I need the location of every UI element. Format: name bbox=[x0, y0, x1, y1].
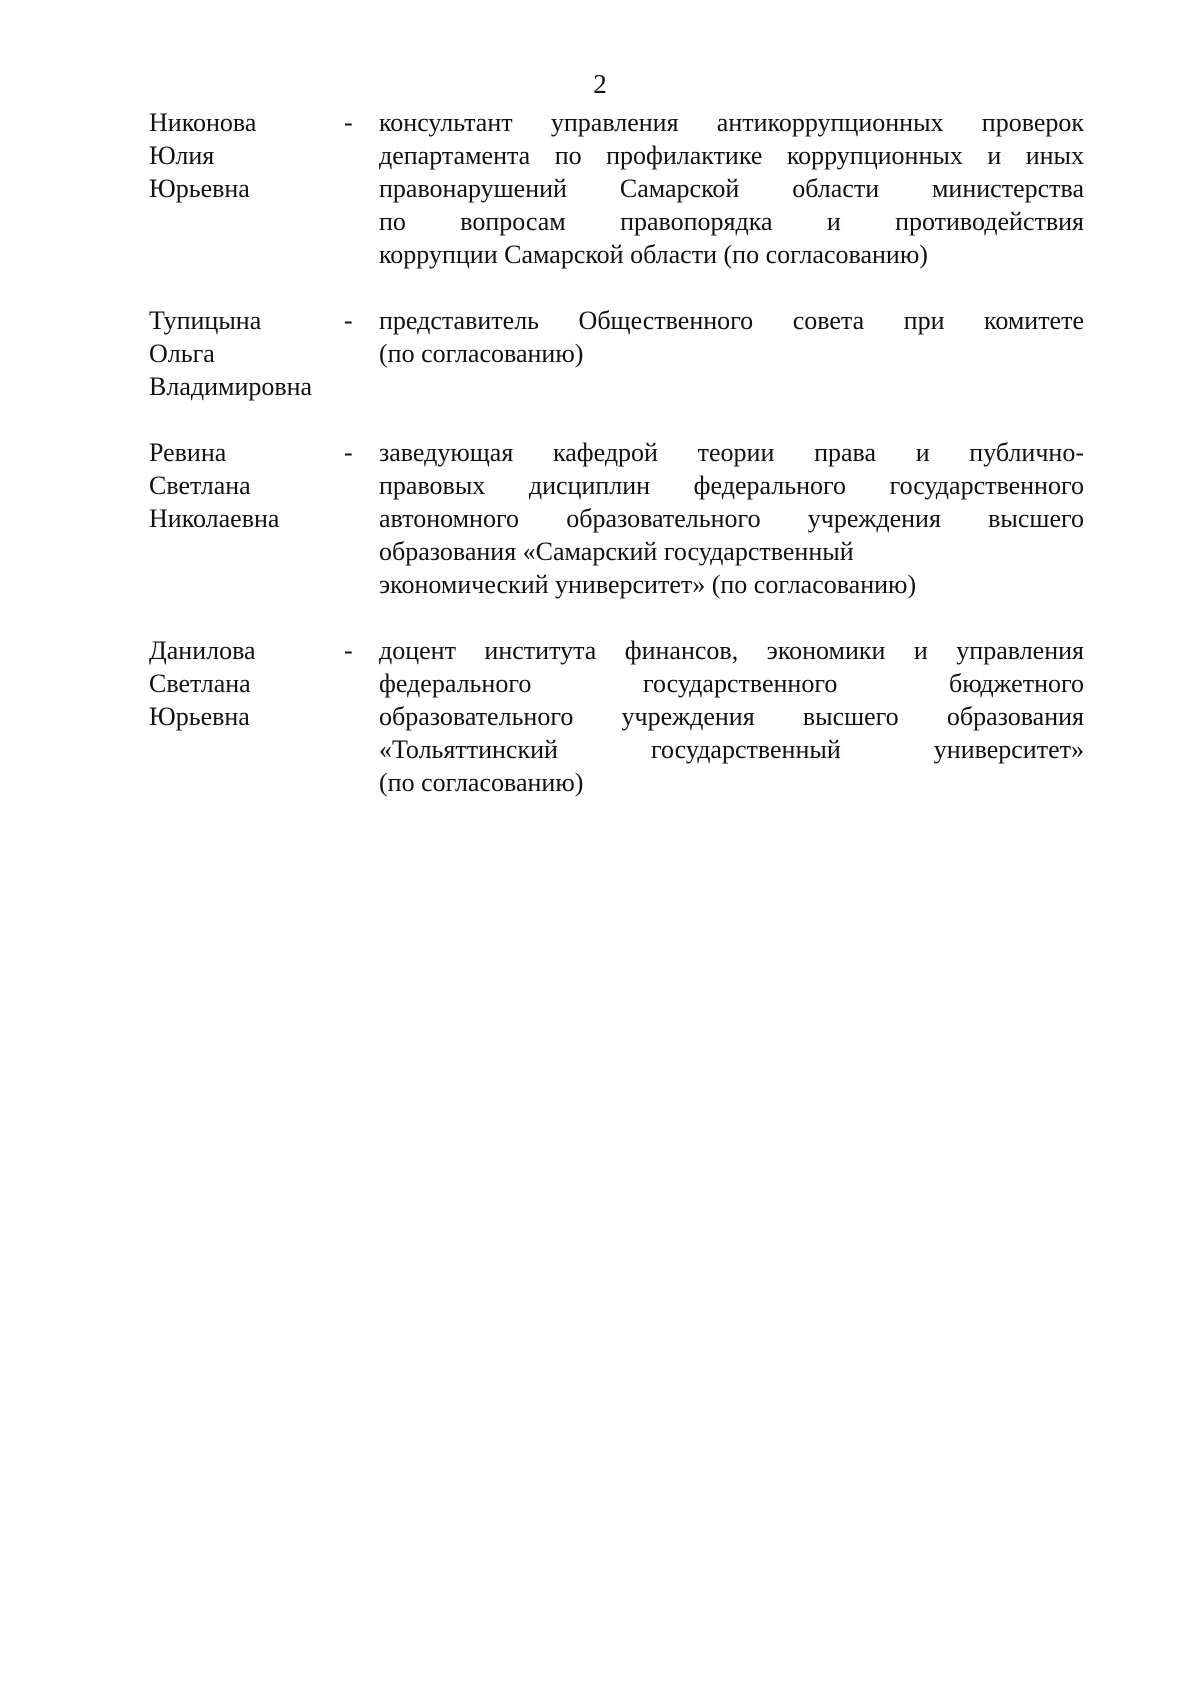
member-entry bbox=[149, 304, 1084, 403]
page-number: 2 bbox=[593, 69, 607, 99]
member-surname: Тупицына bbox=[149, 306, 262, 335]
dash-separator: - bbox=[344, 108, 353, 137]
member-name bbox=[149, 106, 344, 205]
position-line: (по согласованию) bbox=[379, 339, 584, 368]
member-surname: Ревина bbox=[149, 438, 227, 467]
position-line: правовых дисциплин федерального государственного bbox=[379, 471, 1084, 500]
position-line: консультант управления антикоррупционных проверок bbox=[379, 108, 1084, 137]
member-surname: Данилова bbox=[149, 636, 256, 665]
dash-separator: - bbox=[344, 438, 353, 467]
position-line: доцент института финансов, экономики и управления bbox=[379, 636, 1084, 665]
position-line: автономного образовательного учреждения высшего bbox=[379, 504, 1084, 533]
position-line: представитель Общественного совета при комитете bbox=[379, 306, 1084, 335]
member-first-name: Светлана bbox=[149, 669, 251, 698]
member-name bbox=[149, 436, 344, 535]
position-line: федерального государственного бюджетного bbox=[379, 669, 1084, 698]
member-first-name: Юлия bbox=[149, 141, 215, 170]
member-entry bbox=[149, 106, 1084, 271]
position-line: коррупции Самарской области (по согласованию) bbox=[379, 240, 928, 269]
member-first-name: Ольга bbox=[149, 339, 215, 368]
member-position bbox=[379, 304, 1084, 370]
dash-separator: - bbox=[344, 306, 353, 335]
member-surname: Никонова bbox=[149, 108, 257, 137]
position-line: образования «Самарский государственный bbox=[379, 537, 854, 566]
position-line: заведующая кафедрой теории права и публично- bbox=[379, 438, 1084, 467]
member-entry bbox=[149, 634, 1084, 799]
member-entry bbox=[149, 436, 1084, 601]
member-name bbox=[149, 304, 344, 403]
member-list bbox=[149, 106, 1084, 799]
position-line: экономический университет» (по согласованию) bbox=[379, 570, 917, 599]
member-first-name: Светлана bbox=[149, 471, 251, 500]
position-line: образовательного учреждения высшего образования bbox=[379, 702, 1084, 731]
position-line: (по согласованию) bbox=[379, 768, 584, 797]
position-line: «Тольяттинский государственный университет» bbox=[379, 735, 1084, 764]
member-patronymic: Николаевна bbox=[149, 504, 280, 533]
member-position bbox=[379, 634, 1084, 799]
position-line: по вопросам правопорядка и противодействия bbox=[379, 207, 1084, 236]
member-name bbox=[149, 634, 344, 733]
position-line: департамента по профилактике коррупционных и иных bbox=[379, 141, 1084, 170]
position-line: правонарушений Самарской области министерства bbox=[379, 174, 1084, 203]
member-position bbox=[379, 106, 1084, 271]
dash-separator: - bbox=[344, 636, 353, 665]
member-patronymic: Юрьевна bbox=[149, 174, 250, 203]
member-patronymic: Юрьевна bbox=[149, 702, 250, 731]
member-position bbox=[379, 436, 1084, 601]
member-patronymic: Владимировна bbox=[149, 372, 313, 401]
